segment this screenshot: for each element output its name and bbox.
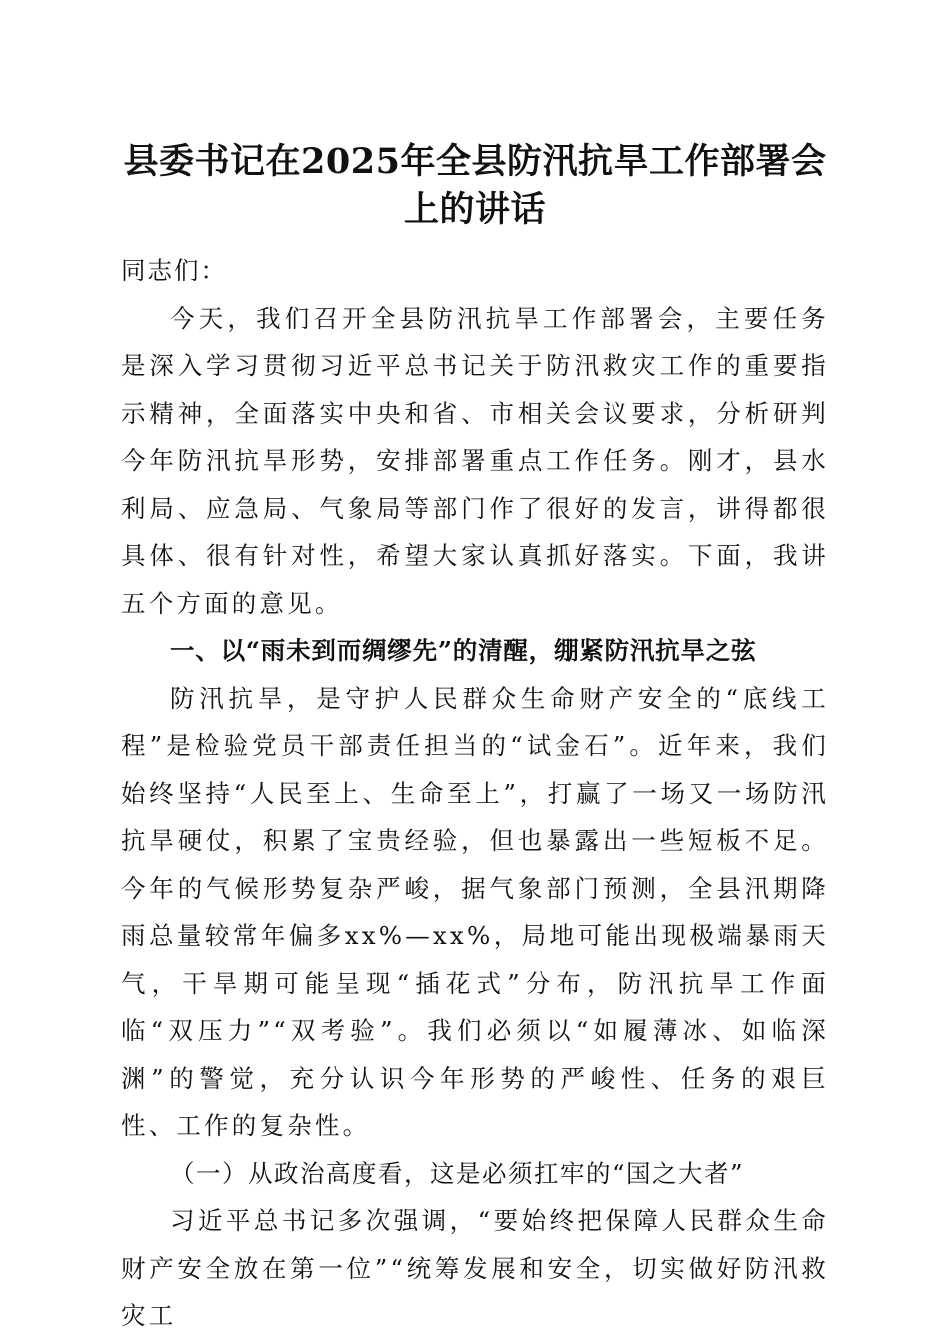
title-line-2: 上的讲话 [403,189,546,230]
subsection-heading-1: （一）从政治高度看，这是必须扛牢的“国之大者” [170,1158,745,1188]
paragraph-political: 习近平总书记多次强调，“要始终把保障人民群众生命财产安全放在第一位”“统筹发展和安全，切实做好防汛救灾工 [121,1206,829,1330]
document-body [121,247,829,1340]
paragraph-intro: 今天，我们召开全县防汛抗旱工作部署会，主要任务是深入学习贯彻习近平总书记关于防汛救灾工作的重要指示精神，全面落实中央和省、市相关会议要求，分析研判今年防汛抗旱形势，安排部署重点工作任务。刚才，县水利局、应急局、气象局等部门作了很好的发言，讲得都很具体、很有针对性，希望大家认真抓好落实。下面，我讲五个方面的意见。 [121,303,829,618]
section-heading-1: 一、以“雨未到而绸缪先”的清醒，绷紧防汛抗旱之弦 [170,636,757,665]
paragraph-situation: 防汛抗旱，是守护人民群众生命财产安全的“底线工程”是检验党员干部责任担当的“试金石”。近年来，我们始终坚持“人民至上、生命至上”，打赢了一场又一场防汛抗旱硬仗，积累了宝贵经验，但也暴露出一些短板不足。今年的气候形势复杂严峻，据气象部门预测，全县汛期降雨总量较常年偏多xx%—xx%，局地可能出现极端暴雨天气，干旱期可能呈现“插花式”分布，防汛抗旱工作面临“双压力”“双考验”。我们必须以“如履薄冰、如临深渊”的警觉，充分认识今年形势的严峻性、任务的艰巨性、工作的复杂性。 [121,683,829,1140]
title-line-1: 县委书记在2025年全县防汛抗旱工作部署会 [123,141,827,182]
document-title [100,138,850,234]
greeting: 同志们： [121,256,227,285]
